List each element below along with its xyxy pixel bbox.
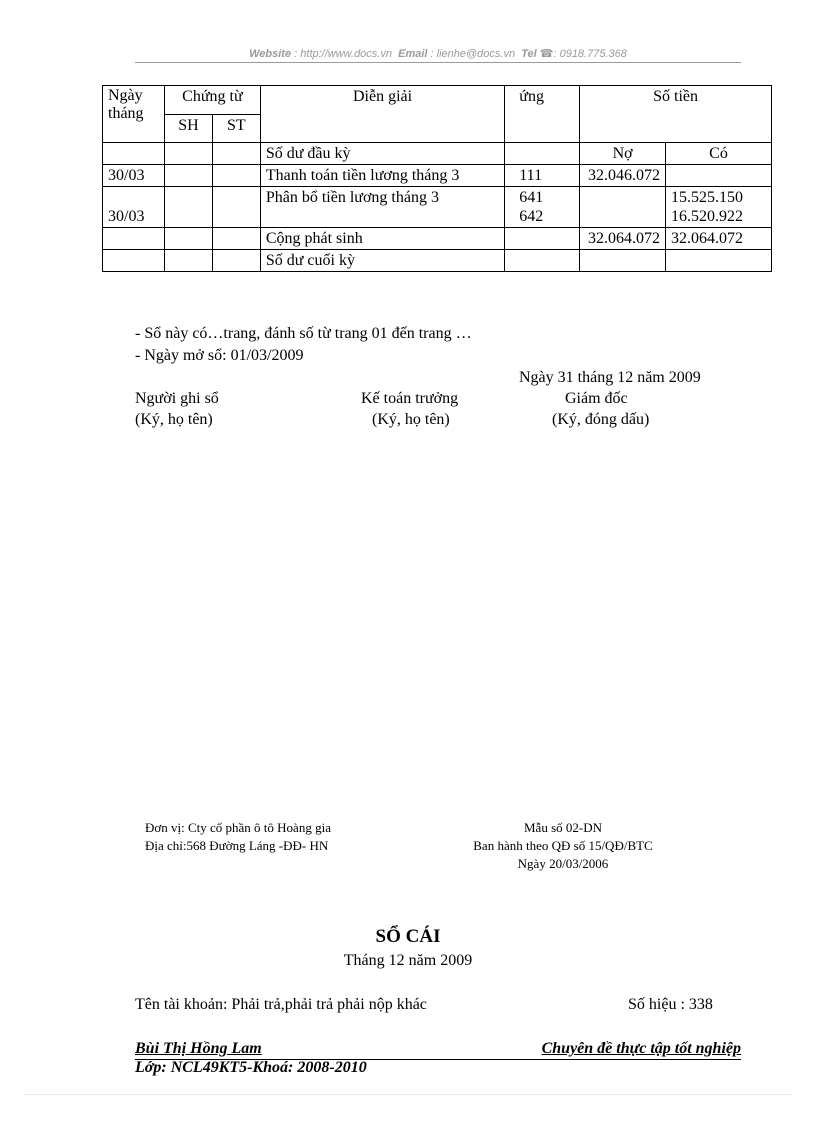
form-decision-date: Ngày 20/03/2006 — [517, 856, 609, 871]
ledger-table — [102, 85, 772, 272]
closing-balance-label: Số dư cuối kỳ — [260, 250, 504, 272]
footer-topic: Chuyên đề thực tập tốt nghiệp — [541, 1040, 741, 1057]
header-voucher: Chứng từ — [164, 86, 260, 115]
website-value: : http://www.docs.vn — [294, 48, 392, 60]
page-header — [135, 47, 741, 63]
row-credit-1: 15.525.150 — [671, 189, 743, 206]
email-value: : lienhe@docs.vn — [430, 48, 516, 60]
footer-author: Bùi Thị Hồng Lam — [135, 1040, 262, 1057]
table-header-row — [103, 86, 772, 115]
page-bottom-divider — [25, 1094, 791, 1095]
chief-accountant-title: Kế toán trưởng — [361, 390, 459, 407]
company-address: Địa chỉ:568 Đường Láng -ĐĐ- HN — [145, 838, 329, 853]
tel-label: Tel — [521, 48, 537, 60]
table-row-opening — [103, 143, 772, 165]
chief-accountant-note: (Ký, họ tên) — [372, 411, 450, 428]
total-debit: 32.064.072 — [580, 228, 666, 250]
header-description: Diễn giải — [260, 86, 504, 143]
email-label: Email — [398, 48, 428, 60]
ledger-period: Tháng 12 năm 2009 — [343, 952, 473, 969]
row-accounts — [505, 187, 580, 228]
row-credits — [666, 187, 772, 228]
page-title: SỔ CÁI — [375, 926, 441, 947]
company-unit: Đơn vị: Cty cổ phần ô tô Hoàng gia — [145, 820, 331, 835]
total-credit: 32.064.072 — [666, 228, 772, 250]
opening-balance-label: Số dư đầu kỳ — [260, 143, 504, 165]
row-date: 30/03 — [103, 187, 165, 228]
header-voucher-sh: SH — [164, 114, 212, 143]
recorder-note: (Ký, họ tên) — [135, 411, 213, 428]
row-account: 111 — [505, 165, 580, 187]
row-debit: 32.046.072 — [580, 165, 666, 187]
row-account-1: 641 — [519, 189, 544, 206]
director-note: (Ký, đóng dấu) — [552, 411, 650, 428]
footer-author-line — [135, 1040, 741, 1060]
account-number: Số hiệu : 338 — [628, 996, 713, 1013]
note-pages: - Sổ này có…trang, đánh số từ trang 01 đến trang … — [135, 325, 472, 342]
header-voucher-st: ST — [212, 114, 260, 143]
row-account-2: 642 — [519, 208, 544, 225]
total-label: Cộng phát sinh — [260, 228, 504, 250]
table-row-closing — [103, 250, 772, 272]
row-date: 30/03 — [103, 165, 165, 187]
table-row-total — [103, 228, 772, 250]
header-amount: Số tiền — [580, 86, 772, 143]
header-credit: Có — [666, 143, 772, 165]
signature-date: Ngày 31 tháng 12 năm 2009 — [519, 369, 701, 386]
tel-value: ☎: 0918.775.368 — [539, 48, 627, 60]
header-debit: Nợ — [580, 143, 666, 165]
form-number: Mẫu số 02-DN — [524, 820, 602, 835]
row-description: Thanh toán tiền lương tháng 3 — [260, 165, 504, 187]
row-credit — [666, 165, 772, 187]
row-credit-2: 16.520.922 — [671, 208, 743, 225]
header-date: Ngày tháng — [103, 86, 165, 143]
form-decision: Ban hành theo QĐ số 15/QĐ/BTC — [473, 838, 653, 853]
footer-class: Lớp: NCL49KT5-Khoá: 2008-2010 — [135, 1059, 367, 1076]
account-name: Tên tài khoản: Phải trả,phải trả phải nộp khác — [135, 996, 427, 1013]
header-corresponding: ứng — [505, 86, 580, 143]
row-description: Phân bổ tiền lương tháng 3 — [260, 187, 504, 228]
table-row — [103, 187, 772, 228]
recorder-title: Người ghi sổ — [135, 390, 219, 407]
director-title: Giám đốc — [565, 390, 628, 407]
note-open-date: - Ngày mở sổ: 01/03/2009 — [135, 347, 304, 364]
table-row — [103, 165, 772, 187]
website-label: Website — [249, 48, 292, 60]
